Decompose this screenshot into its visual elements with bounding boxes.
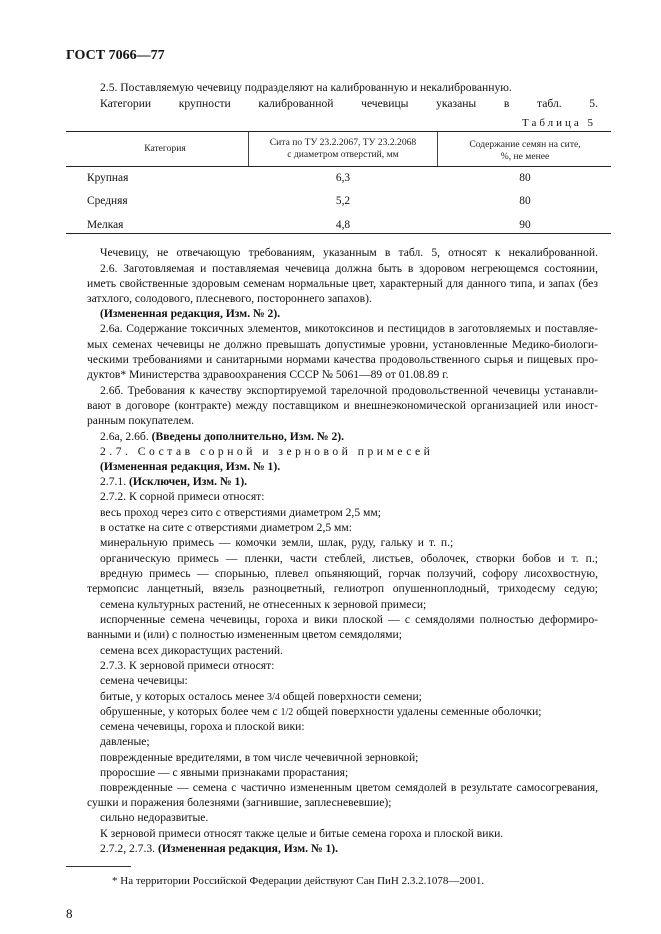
text-line: 2.6б. Требования к качеству экспортируемой тарелочной продовольственной чечевицы устанавли- <box>100 384 598 397</box>
text-line: минеральную примесь — комочки земли, шлак, руду, гальку и т. п.; <box>100 536 454 549</box>
paragraph-2-5: 2.5. Поставляемую чечевицу подразделяют на калиброванную и некалиброванную. <box>100 81 512 94</box>
text-line: ческими требованиями и санитарными нормами качества продовольственного сырья и пищевых про- <box>87 353 598 366</box>
text-line: испорченные семена чечевицы, гороха и вики плоской — с семядолями полностью деформиро- <box>100 613 598 626</box>
text-fragment: общей поверхности семени; <box>279 690 422 703</box>
table-header-sieve-line2: с диаметром отверстий, мм <box>287 149 399 160</box>
document-code-header: ГОСТ 7066—77 <box>66 48 165 63</box>
table-bottom-rule <box>66 233 611 234</box>
table-row-sieve: 4,8 <box>335 219 351 231</box>
table-row-content: 90 <box>519 219 531 231</box>
amendment-note: (Измененная редакция, Изм. № 2). <box>100 307 281 320</box>
text-line: мых семенах чечевицы не должно превышать допустимые уровни, установленные Медико-биологи- <box>87 338 598 351</box>
text-line <box>100 475 247 489</box>
text-line: Чечевицу, не отвечающую требованиям, указанным в табл. 5, относят к некалиброванной. <box>100 246 598 259</box>
text-line: поврежденные — семена с частично измененным цветом семядолей в результате самосогревания, <box>100 781 598 794</box>
text-line: затхлого, солодового, плесневого, постороннего запахов). <box>87 292 372 305</box>
amendment-note: (Введены дополнительно, Изм. № 2). <box>151 430 345 443</box>
table-top-rule <box>66 131 611 132</box>
amendment-note: (Измененная редакция, Изм. № 1). <box>157 842 339 855</box>
table-column-divider <box>248 132 249 166</box>
text-line <box>100 430 344 444</box>
text-line: иметь свойственные здоровым семенам нормальные цвет, характерный для данного типа, и запах (без <box>87 277 598 290</box>
text-line: 2.6. Заготовляемая и поставляемая чечевица должна быть в здоровом негреющемся состоянии, <box>100 262 598 275</box>
table-row-sieve: 6,3 <box>335 172 351 184</box>
text-line: семена чечевицы: <box>100 674 188 687</box>
table-caption: Таблица 5 <box>522 117 597 129</box>
table-row-sieve: 5,2 <box>335 195 351 207</box>
text-line: дуктов* Министерства здравоохранения СССР № 5061—89 от 01.08.89 г. <box>87 368 449 381</box>
clause-ref: 2.6а, 2.6б. <box>100 430 152 443</box>
table-row-content: 80 <box>519 195 531 207</box>
text-line: органическую примесь — пленки, части стеблей, листьев, оболочек, створки бобов и т. п.; <box>100 552 598 565</box>
amendment-note: (Исключен, Изм. № 1). <box>128 475 248 488</box>
text-line: семена всех дикорастущих растений. <box>100 644 283 657</box>
table-row-category: Мелкая <box>87 219 124 231</box>
table-row-category: Крупная <box>87 172 129 184</box>
fraction: 1/2 <box>280 707 294 718</box>
table-header-rule <box>66 166 611 167</box>
section-heading: 2.7. Состав сорной и зерновой примесей <box>100 445 434 458</box>
text-fragment: битые, у которых осталось менее <box>100 690 268 703</box>
text-line: давленые; <box>100 735 150 748</box>
text-line: в остатке на сите с отверстиями диаметром 2,5 мм: <box>100 521 352 534</box>
text-line: 2.7.2. К сорной примеси относят: <box>100 490 265 503</box>
table-header-sieve-line1: Сита по ТУ 23.2.2067, ТУ 23.2.2068 <box>269 137 417 148</box>
table-header-content-line2: %, не менее <box>500 151 550 162</box>
text-line: проросшие — с явными признаками прорастания; <box>100 766 349 779</box>
text-line: сильно недоразвитые. <box>100 811 209 824</box>
table-reference-line: Категории крупности калиброванной чечевицы указаны в табл. 5. <box>100 97 598 110</box>
text-line: ванными и (или) с полностью измененным цветом семядолями; <box>87 628 402 641</box>
text-line: термопсис ланцетный, вязель разноцветный, гелиотроп опушенноплодный, триходесму седую; <box>87 582 598 595</box>
text-line: 2.6а. Содержание токсичных элементов, микотоксинов и пестицидов в заготовляемых и поставляе- <box>100 322 598 335</box>
table-header-category: Категория <box>144 143 186 154</box>
table-header-content-line1: Содержание семян на сите, <box>469 139 581 150</box>
text-line: поврежденные вредителями, в том числе чечевичной зерновкой; <box>100 751 419 764</box>
text-line: ранным покупателем. <box>87 414 195 427</box>
text-line <box>100 690 422 705</box>
table-row-content: 80 <box>519 172 531 184</box>
text-line: сушки и поражения болезнями (загнившие, заплесневевшие); <box>87 796 392 809</box>
text-line <box>100 705 542 720</box>
text-line: вают в договоре (контракте) между поставщиком и внешнеэкономической организацией или иност- <box>87 399 598 412</box>
text-fragment: общей поверхности удалены семенные оболочки; <box>293 705 542 718</box>
text-line: семена культурных растений, не отнесенных к зерновой примеси; <box>100 598 427 611</box>
text-line: весь проход через сито с отверстиями диаметром 2,5 мм; <box>100 506 381 519</box>
fraction: 3/4 <box>267 692 280 703</box>
text-fragment: обрушенные, у которых более чем с <box>100 705 281 718</box>
clause-ref: 2.7.2, 2.7.3. <box>100 842 158 855</box>
text-line: семена чечевицы, гороха и плоской вики: <box>100 720 305 733</box>
table-column-divider <box>437 132 438 166</box>
page-number: 8 <box>66 906 73 921</box>
text-line: вредную примесь — спорынью, плевел опьяняющий, горчак ползучий, софору лисохвостную, <box>100 567 598 580</box>
amendment-note: (Измененная редакция, Изм. № 1). <box>100 460 281 473</box>
table-row-category: Средняя <box>87 195 128 207</box>
text-line <box>100 842 338 856</box>
text-line: К зерновой примеси относят также целые и битые семена гороха и плоской вики. <box>100 827 504 840</box>
text-line: 2.7.3. К зерновой примеси относят: <box>100 659 275 672</box>
clause-ref: 2.7.1. <box>100 475 129 488</box>
footnote-rule <box>66 866 131 867</box>
footnote: * На территории Российской Федерации действуют Сан ПиН 2.3.2.1078—2001. <box>112 875 485 887</box>
